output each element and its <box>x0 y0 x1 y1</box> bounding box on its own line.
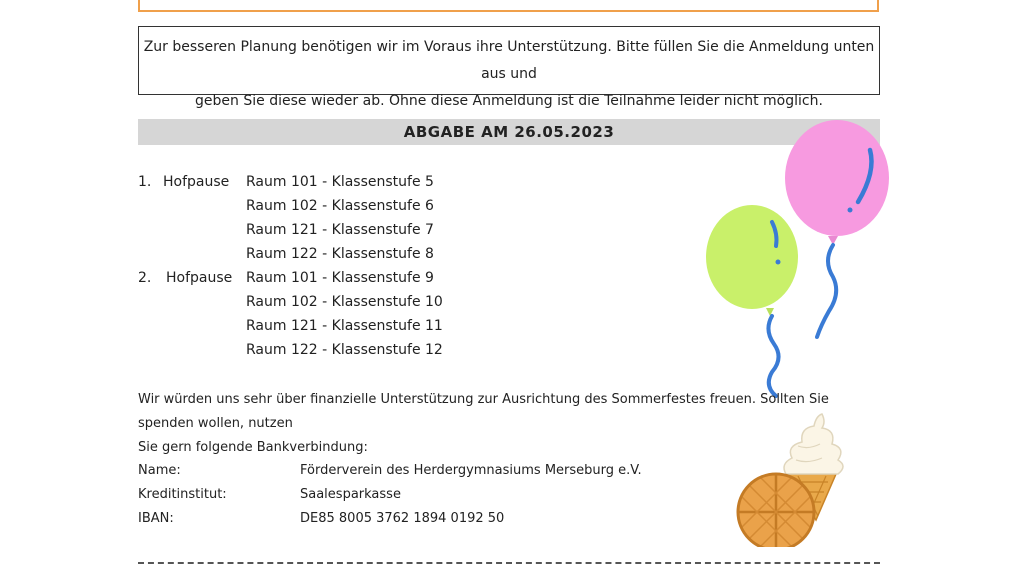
pink-balloon <box>785 120 889 236</box>
donation-line-1: Wir würden uns sehr über finanzielle Unterstützung zur Ausrichtung des Sommerfestes freuen. Sollten Sie spenden wollen, nutzen <box>138 392 829 431</box>
bank-value-iban: DE85 8005 3762 1894 0192 50 <box>300 511 505 526</box>
bank-label-iban: IBAN: <box>138 511 174 526</box>
schedule-room: Raum 102 - Klassenstufe 6 <box>246 198 434 214</box>
bank-value-institute: Saalesparkasse <box>300 487 401 502</box>
icecream-waffle-illustration <box>736 412 856 547</box>
donation-line-2: Sie gern folgende Bankverbindung: <box>138 440 368 455</box>
schedule-number-2: 2. <box>138 270 152 286</box>
schedule-room: Raum 102 - Klassenstufe 10 <box>246 294 443 310</box>
schedule-room: Raum 101 - Klassenstufe 9 <box>246 270 434 286</box>
green-balloon-string <box>768 316 778 396</box>
info-box <box>138 26 880 109</box>
schedule-room: Raum 121 - Klassenstufe 7 <box>246 222 434 238</box>
schedule-room: Raum 101 - Klassenstufe 5 <box>246 174 434 190</box>
bank-value-name: Förderverein des Herdergymnasiums Merseburg e.V. <box>300 463 642 478</box>
schedule-number-1: 1. <box>138 174 152 190</box>
info-line-2: geben Sie diese wieder ab. Ohne diese Anmeldung ist die Teilnahme leider nicht möglich. <box>195 93 823 109</box>
schedule-room: Raum 122 - Klassenstufe 8 <box>246 246 434 262</box>
soft-serve-icecream <box>784 414 843 474</box>
cut-line <box>138 562 880 564</box>
schedule-room: Raum 121 - Klassenstufe 11 <box>246 318 443 334</box>
schedule-label-1: Hofpause <box>163 174 230 190</box>
pink-balloon-string <box>817 245 836 337</box>
bank-label-institute: Kreditinstitut: <box>138 487 227 502</box>
deadline-banner: ABGABE AM 26.05.2023 <box>138 119 880 145</box>
bank-label-name: Name: <box>138 463 181 478</box>
schedule-room: Raum 122 - Klassenstufe 12 <box>246 342 443 358</box>
info-line-1: Zur besseren Planung benötigen wir im Voraus ihre Unterstützung. Bitte füllen Sie die Anmeldung unten aus und <box>143 39 875 82</box>
balloons-illustration <box>700 112 900 402</box>
header-box <box>138 0 879 12</box>
schedule-label-2: Hofpause <box>166 270 233 286</box>
green-balloon <box>706 205 798 309</box>
